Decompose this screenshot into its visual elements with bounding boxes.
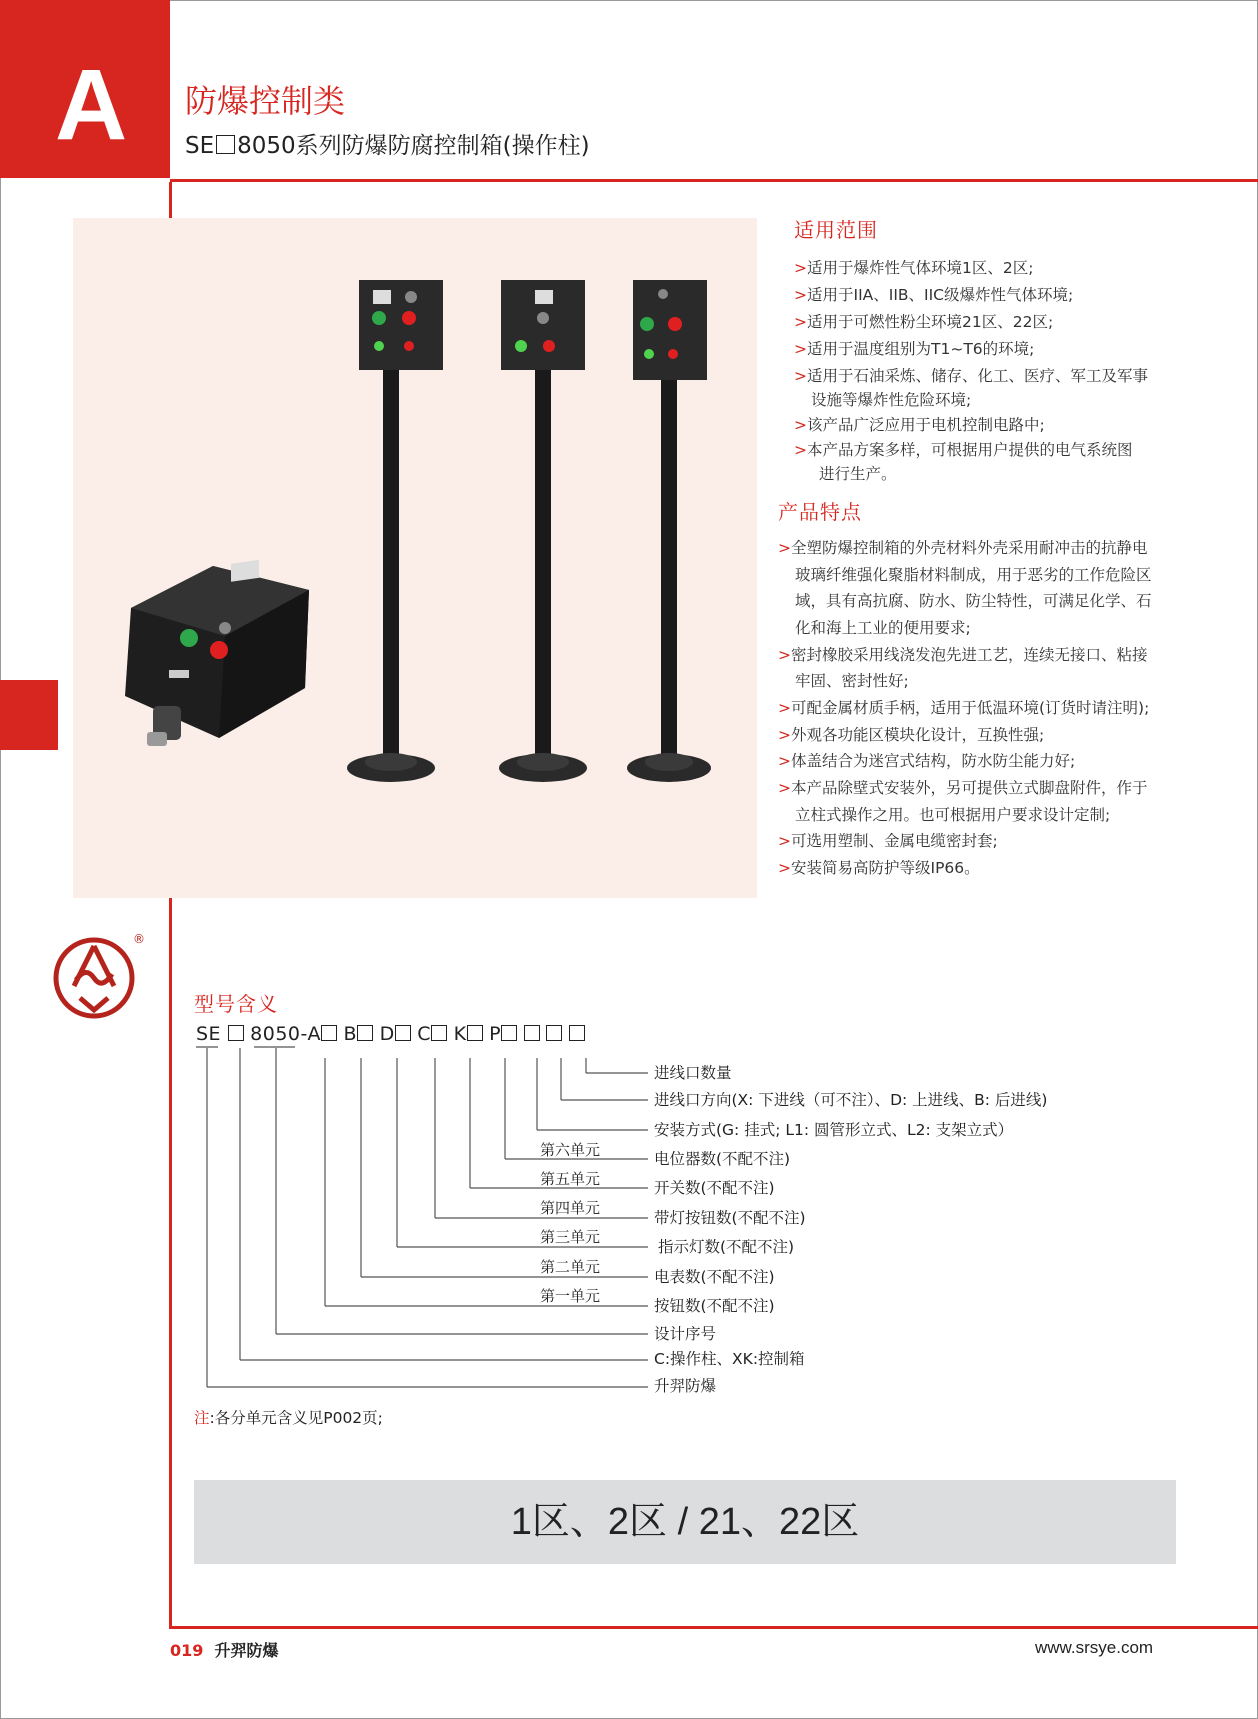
list-item: >适用于温度组别为T1~T6的环境; <box>794 340 1035 359</box>
category-title: 防爆控制类 <box>185 82 346 120</box>
zone-banner: 1区、2区 / 21、22区 <box>194 1480 1176 1564</box>
section-letter: A <box>55 49 128 161</box>
list-item: >安装简易高防护等级IP66。 <box>778 858 980 877</box>
list-item-continued: 设施等爆炸性危险环境; <box>811 391 972 410</box>
unit-label: 第五单元 <box>540 1170 601 1188</box>
page-number: 019 <box>170 1641 204 1660</box>
model-label-inlet-direction: 进线口方向(X: 下进线（可不注）、D: 上进线、B: 后进线) <box>654 1091 1048 1109</box>
model-code: SE 8050-A B D C K P <box>196 1023 585 1045</box>
footer-website: www.srsye.com <box>1035 1638 1154 1657</box>
list-item: >适用于可燃性粉尘环境21区、22区; <box>794 313 1054 332</box>
scope-title: 适用范围 <box>794 218 878 242</box>
model-title: 型号含义 <box>194 992 278 1016</box>
list-item: >体盖结合为迷宫式结构，防水防尘能力好; <box>778 752 1076 771</box>
unit-label: 第六单元 <box>540 1141 601 1159</box>
list-item: >适用于爆炸性气体环境1区、2区; <box>794 259 1034 277</box>
model-label-design-no: 设计序号 <box>654 1325 717 1343</box>
model-label-inlet-count: 进线口数量 <box>654 1064 732 1082</box>
list-item: >外观各功能区模块化设计，互换性强; <box>778 725 1045 744</box>
features-title: 产品特点 <box>778 500 862 524</box>
list-item-continued: 化和海上工业的便用要求; <box>795 618 971 637</box>
footer-page <box>170 1638 279 1661</box>
list-item-continued: 玻璃纤维强化聚脂材料制成，用于恶劣的工作危险区 <box>795 565 1152 584</box>
model-label-lamp-button: 带灯按钮数(不配不注) <box>654 1209 806 1227</box>
unit-label: 第四单元 <box>540 1199 601 1217</box>
list-item: >全塑防爆控制箱的外壳材料外壳采用耐冲击的抗静电 <box>778 539 1148 557</box>
list-item: >可选用塑制、金属电缆密封套; <box>778 832 998 851</box>
list-item-continued: 进行生产。 <box>819 465 897 484</box>
list-item: >密封橡胶采用线浇发泡先进工艺，连续无接口、粘接 <box>778 645 1148 664</box>
product-title-suffix: 8050系列防爆防腐控制箱(操作柱) <box>237 133 590 159</box>
unit-label: 第三单元 <box>540 1228 601 1246</box>
list-item-continued: 立柱式操作之用。也可根据用户要求设计定制; <box>795 805 1111 824</box>
product-title-prefix: SE <box>185 133 215 159</box>
unit-label: 第一单元 <box>540 1287 601 1305</box>
list-item: >该产品广泛应用于电机控制电路中; <box>794 416 1045 435</box>
model-label-switch: 开关数(不配不注) <box>654 1179 775 1197</box>
model-note: 注:各分单元含义见P002页; <box>194 1409 383 1427</box>
model-label-brand: 升羿防爆 <box>654 1377 717 1395</box>
model-label-indicator: 指示灯数(不配不注) <box>658 1238 795 1256</box>
list-item: >本产品方案多样，可根据用户提供的电气系统图 <box>794 441 1133 460</box>
model-label-potentiometer: 电位器数(不配不注) <box>654 1150 791 1168</box>
list-item: >本产品除壁式安装外，另可提供立式脚盘附件，作于 <box>778 778 1148 797</box>
list-item: >可配金属材质手柄，适用于低温环境(订货时请注明); <box>778 698 1150 717</box>
model-label-button: 按钮数(不配不注) <box>654 1297 775 1315</box>
registered-mark: ® <box>133 932 145 946</box>
model-label-type: C:操作柱、XK:控制箱 <box>654 1350 805 1368</box>
model-label-meter: 电表数(不配不注) <box>654 1268 775 1286</box>
list-item: >适用于石油采炼、储存、化工、医疗、军工及军事 <box>794 367 1149 386</box>
unit-label: 第二单元 <box>540 1258 601 1276</box>
list-item-continued: 牢固、密封性好; <box>795 672 909 691</box>
model-label-mounting: 安装方式(G: 挂式; L1: 圆管形立式、L2: 支架立式） <box>654 1121 1014 1139</box>
list-item-continued: 域，具有高抗腐、防水、防尘特性，可满足化学、石 <box>795 592 1152 611</box>
list-item: >适用于IIA、IIB、IIC级爆炸性气体环境; <box>794 286 1074 305</box>
footer-brand: 升羿防爆 <box>214 1641 279 1660</box>
